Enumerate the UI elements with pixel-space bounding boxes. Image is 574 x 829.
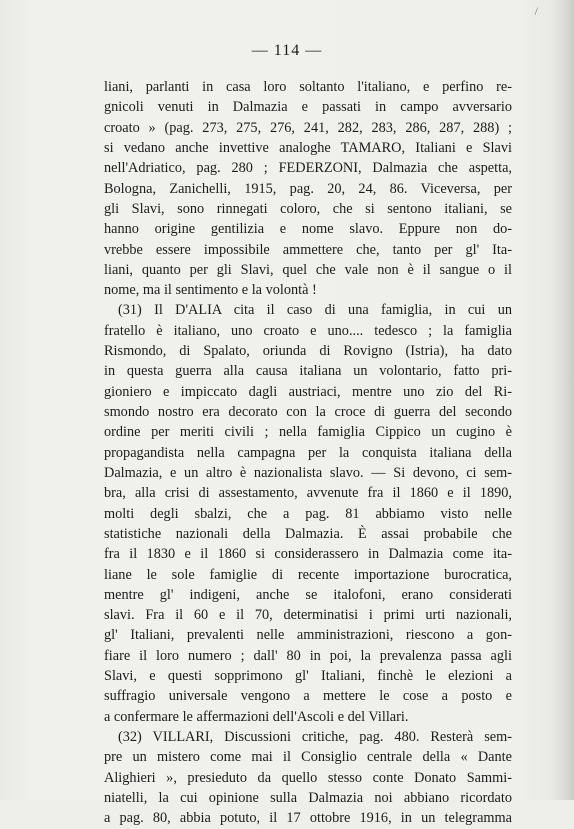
text-line: croato » (pag. 273, 275, 276, 241, 282, 283, 286, 287, 288) ;: [104, 119, 512, 136]
text-line: propagandista nella campagna per la conquista italiana della: [104, 444, 512, 461]
text-line: gli Slavi, sono rinnegati coloro, che si sentono italiani, se: [104, 200, 512, 217]
text-line: gioniero e impiccato dagli austriaci, mentre uno zio del Ri-: [104, 383, 512, 400]
text-line: a pag. 80, abbia potuto, il 17 ottobre 1916, in un telegramma: [104, 810, 512, 827]
text-line: Rismondo, di Spalato, oriunda di Rovigno (Istria), ha dato: [104, 343, 512, 360]
footnote-32-start: (32) VILLARI, Discussioni critiche, pag. 480. Resterà sem-: [118, 729, 512, 745]
text-line: in questa guerra alla causa italiana un volontario, fatto pri-: [104, 363, 512, 380]
text-line: fra il 1830 e il 1860 si considerassero in Dalmazia come ita-: [104, 546, 512, 563]
text-line: liani, parlanti in casa loro soltanto l'italiano, e perfino re-: [104, 79, 512, 95]
text-line: a confermare le affermazioni dell'Ascoli e del Villari.: [104, 708, 409, 725]
text-line: hanno origine gentilizia e nome slavo. Eppure non do-: [104, 221, 512, 238]
text-line: bra, alla crisi di assestamento, avvenute fra il 1860 e il 1890,: [104, 485, 512, 502]
page-number: — 114 —: [251, 42, 323, 59]
text-line: Bologna, Zanichelli, 1915, pag. 20, 24, 86. Viceversa, per: [104, 180, 512, 197]
text-line: gnicoli venuti in Dalmazia e passati in campo avversario: [104, 99, 512, 116]
text-line: nome, ma il sentimento e la volontà !: [104, 282, 317, 299]
text-line: suffragio universale vengono a mettere le cose a posto e: [104, 688, 512, 705]
text-line: vrebbe essere impossibile ammettere che, tanto per gl' Ita-: [104, 241, 512, 258]
text-line: Dalmazia, e un altro è nazionalista slavo. — Si devono, ci sem-: [104, 464, 512, 481]
text-line: fratello è italiano, uno croato e uno.... tedesco ; la famiglia: [104, 322, 512, 339]
text-line: fiare il loro numero ; dall' 80 in poi, la prevalenza passa agli: [104, 647, 512, 664]
text-line: Alighieri », presieduto da quello stesso conte Donato Sammi-: [104, 769, 512, 786]
text-line: liani, quanto per gli Slavi, quel che vale non è il sangue o il: [104, 261, 512, 278]
text-line: gl' Italiani, prevalenti nelle amministrazioni, riescono a gon-: [104, 627, 512, 644]
footnote-31-start: (31) Il D'ALIA cita il caso di una famiglia, in cui un: [118, 302, 512, 319]
text-line: mentre gl' indigeni, anche se italofoni, erano considerati: [104, 586, 512, 603]
text-line: ordine per meriti civili ; nella famiglia Cippico un cugino è: [104, 424, 512, 441]
text-line: molti degli sbalzi, che a pag. 81 abbiamo visto nelle: [104, 505, 512, 522]
text-line: slavi. Fra il 60 e il 70, determinatisi i primi urti nazionali,: [104, 607, 512, 624]
text-line: statistiche nazionali della Dalmazia. È assai probabile che: [104, 525, 512, 542]
footnotes-text: [104, 77, 512, 829]
page-edge-shadow: [552, 0, 574, 800]
text-line: Slavi, e questi sopprimono gl' Italiani, finchè le elezioni a: [104, 668, 512, 685]
text-line: pre un mistero come mai il Consiglio centrale della « Dante: [104, 749, 512, 766]
margin-mark: /: [534, 4, 538, 18]
text-line: si vedano anche invettive analoghe TAMARO, Italiani e Slavi: [104, 139, 512, 156]
text-line: nell'Adriatico, pag. 280 ; FEDERZONI, Dalmazia che aspetta,: [104, 160, 512, 177]
text-line: liane le sole famiglie di recente importazione burocratica,: [104, 566, 512, 583]
text-line: smondo nostro era decorato con la croce di guerra del secondo: [104, 404, 512, 420]
text-line: niatelli, la cui opinione sulla Dalmazia noi abbiano ricordato: [104, 789, 512, 806]
